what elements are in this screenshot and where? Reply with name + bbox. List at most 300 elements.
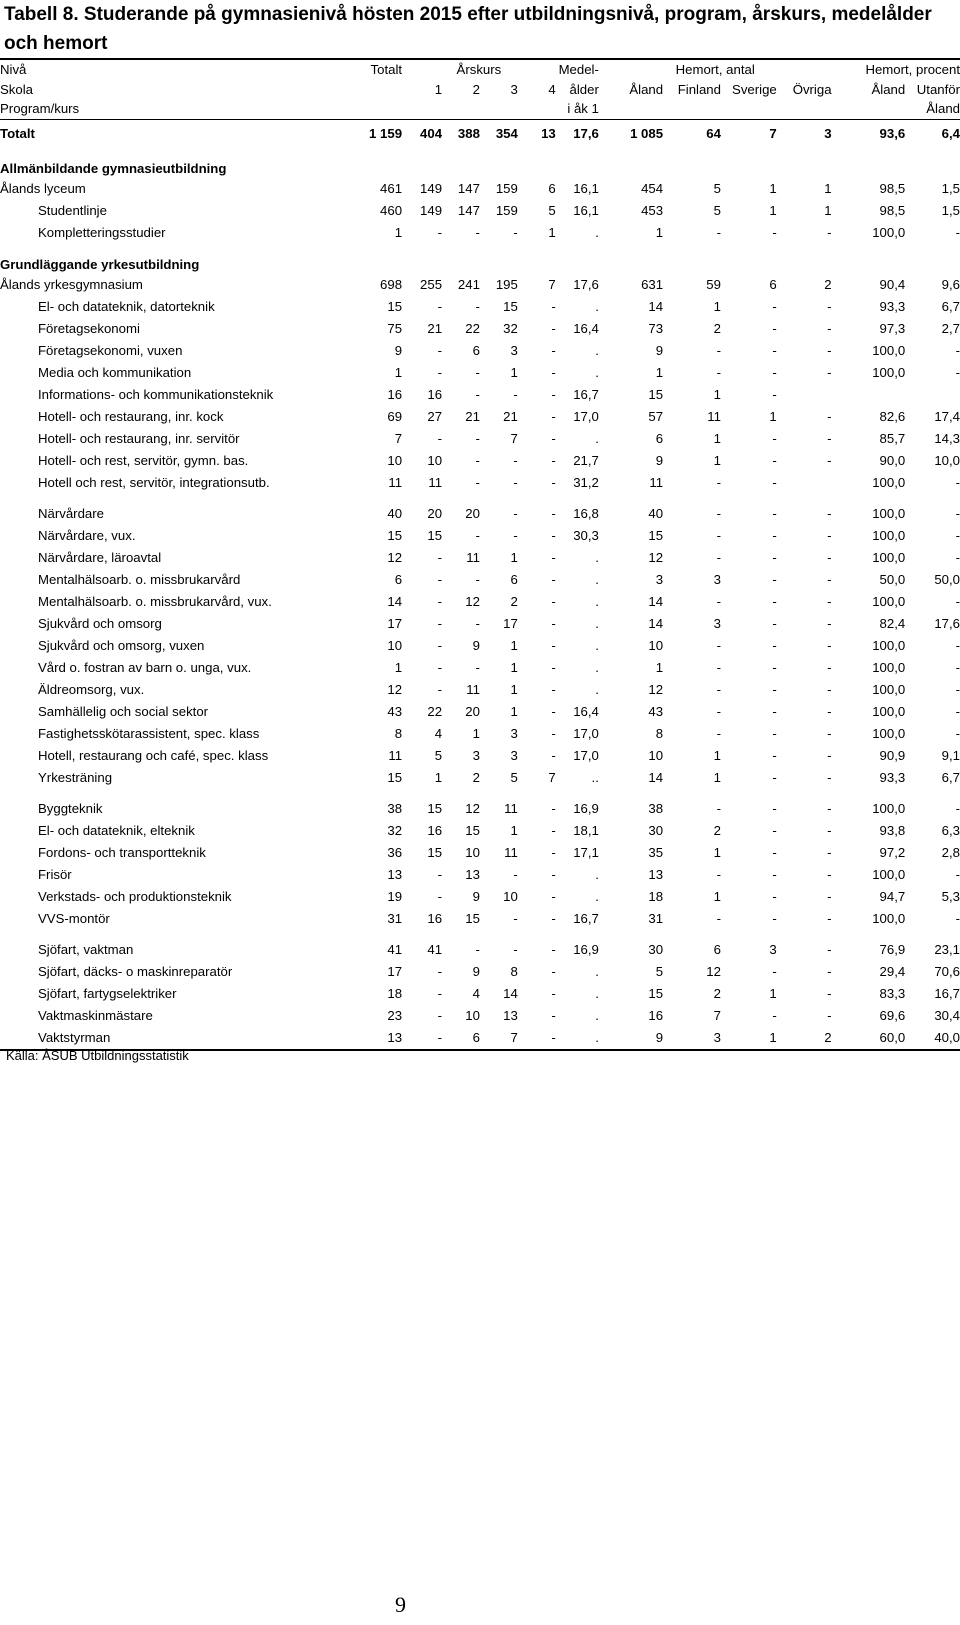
data-cell: 6	[442, 1027, 480, 1050]
data-cell: -	[827, 299, 832, 314]
data-cell: 13	[356, 1027, 402, 1050]
data-cell: 1	[510, 704, 518, 719]
program-row	[0, 657, 960, 679]
header-cell	[402, 99, 442, 119]
data-cell: -	[551, 594, 556, 609]
data-cell	[777, 472, 832, 494]
data-cell: 1,5	[941, 203, 960, 218]
data-cell: 22	[465, 321, 480, 336]
data-cell: 100,0	[872, 225, 906, 240]
header-cell	[480, 99, 518, 119]
data-cell: 9,1	[941, 748, 960, 763]
data-cell: -	[513, 911, 518, 926]
header-cell: Åland	[629, 81, 664, 97]
data-cell: -	[716, 506, 721, 521]
program-row	[0, 340, 960, 362]
data-cell: -	[772, 660, 777, 675]
data-cell: -	[475, 616, 480, 631]
data-cell: 2,8	[941, 845, 960, 860]
data-cell: 16,4	[573, 704, 599, 719]
data-cell: 15	[387, 770, 403, 785]
data-cell: 2	[824, 277, 832, 292]
data-cell: -	[955, 550, 960, 565]
data-cell: -	[827, 986, 832, 1001]
row-label: Äldreomsorg, vux.	[38, 682, 145, 697]
data-cell: 16,9	[573, 942, 599, 957]
data-cell: -	[716, 528, 721, 543]
data-cell: -	[955, 638, 960, 653]
row-label: Hotell- och restaurang, inr. servitör	[38, 431, 240, 446]
data-cell: 100,0	[872, 638, 906, 653]
header-cell	[663, 99, 721, 119]
data-cell: -	[827, 726, 832, 741]
data-cell: 11	[388, 748, 403, 763]
data-cell: -	[475, 387, 480, 402]
data-cell: -	[955, 801, 960, 816]
data-cell: -	[955, 594, 960, 609]
data-cell: -	[772, 572, 777, 587]
data-cell: 36	[387, 845, 403, 860]
data-cell: 16,7	[573, 387, 599, 402]
data-cell: 1	[655, 225, 664, 240]
data-cell: 1 085	[630, 126, 664, 141]
data-cell: 10	[465, 1008, 480, 1023]
data-cell: 1	[510, 365, 518, 380]
data-cell: 100,0	[872, 911, 906, 926]
data-cell: 2	[777, 1027, 832, 1050]
data-cell: .	[595, 867, 599, 882]
data-cell: .	[595, 660, 599, 675]
data-cell: 97,3	[879, 321, 906, 336]
data-cell: 73	[648, 321, 664, 336]
program-row	[0, 983, 960, 1005]
row-label: Informations- och kommunikationsteknik	[38, 387, 274, 402]
data-cell: -	[827, 365, 832, 380]
data-cell: -	[551, 550, 556, 565]
data-cell: 43	[648, 704, 664, 719]
data-cell: 9	[394, 343, 403, 358]
data-cell: 14	[648, 770, 664, 785]
data-cell: -	[551, 889, 556, 904]
data-cell: -	[551, 321, 556, 336]
data-cell: 30,3	[573, 528, 599, 543]
data-cell: 3	[655, 572, 664, 587]
data-cell: .	[595, 964, 599, 979]
data-cell: 11	[388, 475, 403, 490]
program-row	[0, 472, 960, 494]
header-cell: 1	[434, 81, 443, 97]
row-label: Sjukvård och omsorg	[38, 616, 162, 631]
data-cell: -	[955, 506, 960, 521]
data-cell: 10	[648, 748, 664, 763]
program-row	[0, 908, 960, 930]
header-cell: 3	[510, 81, 518, 97]
data-cell: -	[827, 453, 832, 468]
data-cell: -	[827, 594, 832, 609]
data-cell: 15	[648, 528, 664, 543]
program-row	[0, 820, 960, 842]
data-cell: -	[513, 942, 518, 957]
row-label: Vård o. fostran av barn o. unga, vux.	[38, 660, 252, 675]
data-cell: -	[437, 986, 443, 1001]
data-cell: -	[437, 616, 443, 631]
data-cell: 90,0	[879, 453, 906, 468]
data-cell: -	[551, 453, 556, 468]
data-cell: 16	[387, 387, 403, 402]
program-row	[0, 767, 960, 789]
row-label: Byggteknik	[38, 801, 103, 816]
program-row	[0, 384, 960, 406]
data-cell: -	[955, 682, 960, 697]
data-cell: 20	[427, 506, 443, 521]
data-cell: 100,0	[872, 867, 906, 882]
spacer-row	[0, 930, 960, 939]
data-cell	[832, 384, 906, 406]
data-cell: .	[595, 572, 599, 587]
data-cell: 13	[541, 126, 556, 141]
data-cell: 1	[713, 770, 721, 785]
data-cell: 93,3	[879, 299, 906, 314]
data-cell: 12	[387, 550, 403, 565]
data-cell: 16	[648, 1008, 664, 1023]
data-cell: 100,0	[872, 475, 906, 490]
data-cell: -	[827, 638, 832, 653]
data-cell: -	[772, 801, 777, 816]
data-cell: 11	[504, 845, 518, 860]
data-cell: 82,6	[879, 409, 906, 424]
header-cell: Skola	[0, 81, 33, 97]
data-cell: 21,7	[573, 453, 599, 468]
row-label: Kompletteringsstudier	[38, 225, 166, 240]
data-cell: -	[716, 660, 721, 675]
data-cell: -	[827, 704, 832, 719]
row-label: Mentalhälsoarb. o. missbrukarvård, vux.	[38, 594, 272, 609]
data-cell: 35	[648, 845, 664, 860]
data-cell: 15	[427, 801, 443, 816]
data-cell: -	[827, 845, 832, 860]
row-label: Hotell- och rest, servitör, gymn. bas.	[38, 453, 249, 468]
data-cell: 1	[510, 660, 518, 675]
program-row	[0, 1027, 960, 1050]
data-cell: 5	[655, 964, 664, 979]
data-cell: 1	[721, 1027, 777, 1050]
data-cell: 15	[465, 823, 480, 838]
program-row	[0, 961, 960, 983]
data-cell: 15	[648, 387, 664, 402]
data-cell: 159	[495, 203, 518, 218]
data-cell: 1	[510, 823, 518, 838]
data-cell: 18	[387, 986, 403, 1001]
data-cell: -	[551, 299, 556, 314]
data-cell: 16,4	[573, 321, 599, 336]
row-label: Ålands lyceum	[0, 181, 86, 196]
data-cell: -	[772, 343, 777, 358]
data-cell: -	[437, 343, 443, 358]
data-cell: 76,9	[879, 942, 906, 957]
data-cell: 20	[465, 704, 480, 719]
row-label: Vaktmaskinmästare	[38, 1008, 153, 1023]
data-cell: -	[772, 453, 777, 468]
row-label: Hotell- och restaurang, inr. kock	[38, 409, 224, 424]
data-cell: 5	[510, 770, 518, 785]
data-cell: 15	[387, 299, 403, 314]
data-cell: -	[827, 409, 832, 424]
data-cell: -	[955, 726, 960, 741]
row-label: Fordons- och transportteknik	[38, 845, 206, 860]
data-cell: 90,9	[879, 748, 906, 763]
data-cell: 1	[434, 770, 443, 785]
data-cell: ..	[591, 770, 599, 785]
data-cell: 17,0	[573, 409, 599, 424]
data-cell: 97,2	[879, 845, 906, 860]
data-cell: -	[551, 506, 556, 521]
header-cell	[442, 99, 480, 119]
data-cell: -	[827, 1008, 832, 1023]
data-cell: 29,4	[879, 964, 906, 979]
header-cell	[356, 80, 402, 100]
data-cell: .	[595, 682, 599, 697]
header-cell	[518, 99, 556, 119]
data-cell: -	[772, 225, 777, 240]
data-cell: 21	[503, 409, 518, 424]
data-cell: 3	[510, 726, 518, 741]
data-cell: .	[595, 299, 599, 314]
data-cell: -	[955, 704, 960, 719]
row-label: Närvårdare	[38, 506, 104, 521]
data-cell: 14	[648, 616, 664, 631]
data-cell: 6,7	[941, 770, 960, 785]
header-cell: 4	[548, 81, 556, 97]
data-cell: -	[475, 572, 480, 587]
data-cell: 30,4	[934, 1008, 960, 1023]
header-cell: i åk 1	[556, 99, 599, 119]
data-cell: -	[437, 660, 443, 675]
data-cell: 41	[427, 942, 443, 957]
data-cell: 16,1	[573, 203, 599, 218]
data-cell: -	[827, 682, 832, 697]
data-cell: 13	[387, 867, 403, 882]
data-cell: 8	[655, 726, 664, 741]
data-cell: -	[716, 682, 721, 697]
data-cell: -	[551, 964, 556, 979]
data-cell: -	[827, 748, 832, 763]
data-cell: 2	[510, 594, 518, 609]
data-cell: -	[551, 431, 556, 446]
data-cell: -	[475, 431, 480, 446]
header-cell	[356, 99, 402, 119]
data-cell: 93,8	[879, 823, 906, 838]
data-cell: 1	[713, 387, 721, 402]
data-cell: -	[475, 475, 480, 490]
data-cell: -	[437, 889, 443, 904]
data-cell: 6	[394, 572, 403, 587]
header-cell: Utanför	[916, 81, 960, 97]
data-cell: 100,0	[872, 704, 906, 719]
data-cell: 31,2	[573, 475, 599, 490]
data-cell: 1	[769, 986, 777, 1001]
data-cell: 1	[394, 365, 403, 380]
data-cell: 1	[472, 726, 480, 741]
source-note: Källa: ÅSUB Utbildningsstatistik	[6, 1048, 189, 1063]
data-cell: -	[475, 528, 480, 543]
program-row	[0, 613, 960, 635]
data-cell: -	[513, 528, 518, 543]
data-cell: 18	[648, 889, 664, 904]
data-cell: -	[827, 889, 832, 904]
data-cell: 1	[510, 550, 518, 565]
data-cell: -	[827, 528, 832, 543]
data-cell: 1	[713, 889, 721, 904]
data-cell: -	[716, 550, 721, 565]
data-cell: -	[772, 964, 777, 979]
data-cell: -	[437, 431, 443, 446]
data-cell: -	[513, 453, 518, 468]
data-cell: 93,3	[879, 770, 906, 785]
data-cell: 17	[387, 964, 403, 979]
row-label: Sjukvård och omsorg, vuxen	[38, 638, 205, 653]
data-cell: 3	[510, 748, 518, 763]
data-cell: 17,4	[934, 409, 960, 424]
data-cell: -	[551, 986, 556, 1001]
data-cell: -	[475, 225, 480, 240]
data-cell: 404	[420, 126, 443, 141]
data-cell: 20	[465, 506, 480, 521]
data-cell	[905, 384, 960, 406]
header-cell: ålder	[569, 81, 599, 97]
data-cell: -	[772, 867, 777, 882]
data-cell: -	[551, 801, 556, 816]
data-cell: 1	[713, 748, 721, 763]
data-cell: 7	[480, 1027, 518, 1050]
row-label: Hotell, restaurang och café, spec. klass	[38, 748, 269, 763]
data-cell: -	[475, 299, 480, 314]
data-cell: 16,7	[573, 911, 599, 926]
data-cell: 16	[427, 387, 443, 402]
data-cell: -	[475, 942, 480, 957]
data-cell: -	[437, 682, 443, 697]
header-cell	[777, 99, 832, 119]
data-cell: 69,6	[879, 1008, 906, 1023]
row-label: Frisör	[38, 867, 72, 882]
data-cell: -	[716, 343, 721, 358]
data-cell: -	[518, 1027, 556, 1050]
data-cell: 50,0	[934, 572, 960, 587]
data-cell: -	[551, 682, 556, 697]
data-cell: 94,7	[879, 889, 906, 904]
data-cell: 5	[434, 748, 443, 763]
program-row	[0, 723, 960, 745]
data-cell: 461	[380, 181, 403, 196]
program-row	[0, 296, 960, 318]
data-cell: -	[551, 911, 556, 926]
row-label: Verkstads- och produktionsteknik	[38, 889, 232, 904]
data-cell: -	[551, 845, 556, 860]
data-cell: -	[437, 365, 443, 380]
header-cell: Totalt	[356, 59, 402, 80]
school-row	[0, 178, 960, 200]
data-cell: 1	[769, 409, 777, 424]
data-cell: 16,8	[573, 506, 599, 521]
data-cell: 6,4	[941, 126, 960, 141]
data-cell: 15	[387, 528, 403, 543]
row-label: Sjöfart, vaktman	[38, 942, 134, 957]
data-cell: 11	[428, 475, 443, 490]
data-cell: -	[827, 770, 832, 785]
data-cell: .	[556, 1027, 599, 1050]
data-cell: 10	[648, 638, 664, 653]
data-cell: -	[716, 365, 721, 380]
data-cell: -	[475, 453, 480, 468]
data-cell: 6	[548, 181, 556, 196]
data-cell: 9	[472, 638, 480, 653]
data-cell: 4	[472, 986, 480, 1001]
data-cell: 40	[387, 506, 403, 521]
data-cell: 22	[427, 704, 443, 719]
data-cell: -	[437, 594, 443, 609]
row-label: Sjöfart, fartygselektriker	[38, 986, 177, 1001]
data-cell: 7	[769, 126, 777, 141]
data-cell: 15	[648, 986, 664, 1001]
data-cell: .	[595, 594, 599, 609]
data-cell: 7	[510, 431, 518, 446]
data-cell: 60,0	[832, 1027, 906, 1050]
data-cell: -	[955, 343, 960, 358]
data-cell: 14	[648, 299, 664, 314]
data-cell: 23,1	[934, 942, 960, 957]
data-cell: 50,0	[879, 572, 906, 587]
data-cell: 18,1	[573, 823, 599, 838]
program-row	[0, 362, 960, 384]
data-cell: -	[955, 475, 960, 490]
data-cell: 1	[713, 453, 721, 468]
data-cell: -	[772, 704, 777, 719]
data-cell: -	[716, 801, 721, 816]
data-cell: -	[827, 506, 832, 521]
data-cell: 1	[824, 181, 832, 196]
data-cell: 6	[510, 572, 518, 587]
data-cell: -	[437, 867, 443, 882]
data-cell: 98,5	[879, 203, 906, 218]
data-cell: 11	[707, 409, 721, 424]
data-cell: -	[827, 801, 832, 816]
data-cell: -	[716, 704, 721, 719]
row-label: Hotell och rest, servitör, integrationsutb.	[38, 475, 270, 490]
header-cell: Hemort, antal	[599, 59, 832, 80]
data-cell: 11	[649, 475, 664, 490]
data-cell: 2	[713, 823, 721, 838]
data-cell: -	[772, 550, 777, 565]
data-cell: 31	[387, 911, 403, 926]
data-cell: 1,5	[941, 181, 960, 196]
data-cell: -	[437, 550, 443, 565]
data-cell: -	[551, 475, 556, 490]
data-cell: -	[716, 594, 721, 609]
data-cell: 453	[641, 203, 664, 218]
data-cell: 17,6	[573, 277, 599, 292]
data-cell: 195	[495, 277, 518, 292]
data-cell: 3	[824, 126, 832, 141]
data-cell: 83,3	[879, 986, 906, 1001]
data-cell: 8	[510, 964, 518, 979]
data-cell: 31	[648, 911, 664, 926]
data-cell: 159	[495, 181, 518, 196]
data-cell: 7	[713, 1008, 721, 1023]
program-row	[0, 701, 960, 723]
data-cell: 100,0	[872, 594, 906, 609]
data-cell: 11	[466, 550, 480, 565]
data-cell: 2	[713, 321, 721, 336]
row-label: Fastighetsskötarassistent, spec. klass	[38, 726, 260, 741]
